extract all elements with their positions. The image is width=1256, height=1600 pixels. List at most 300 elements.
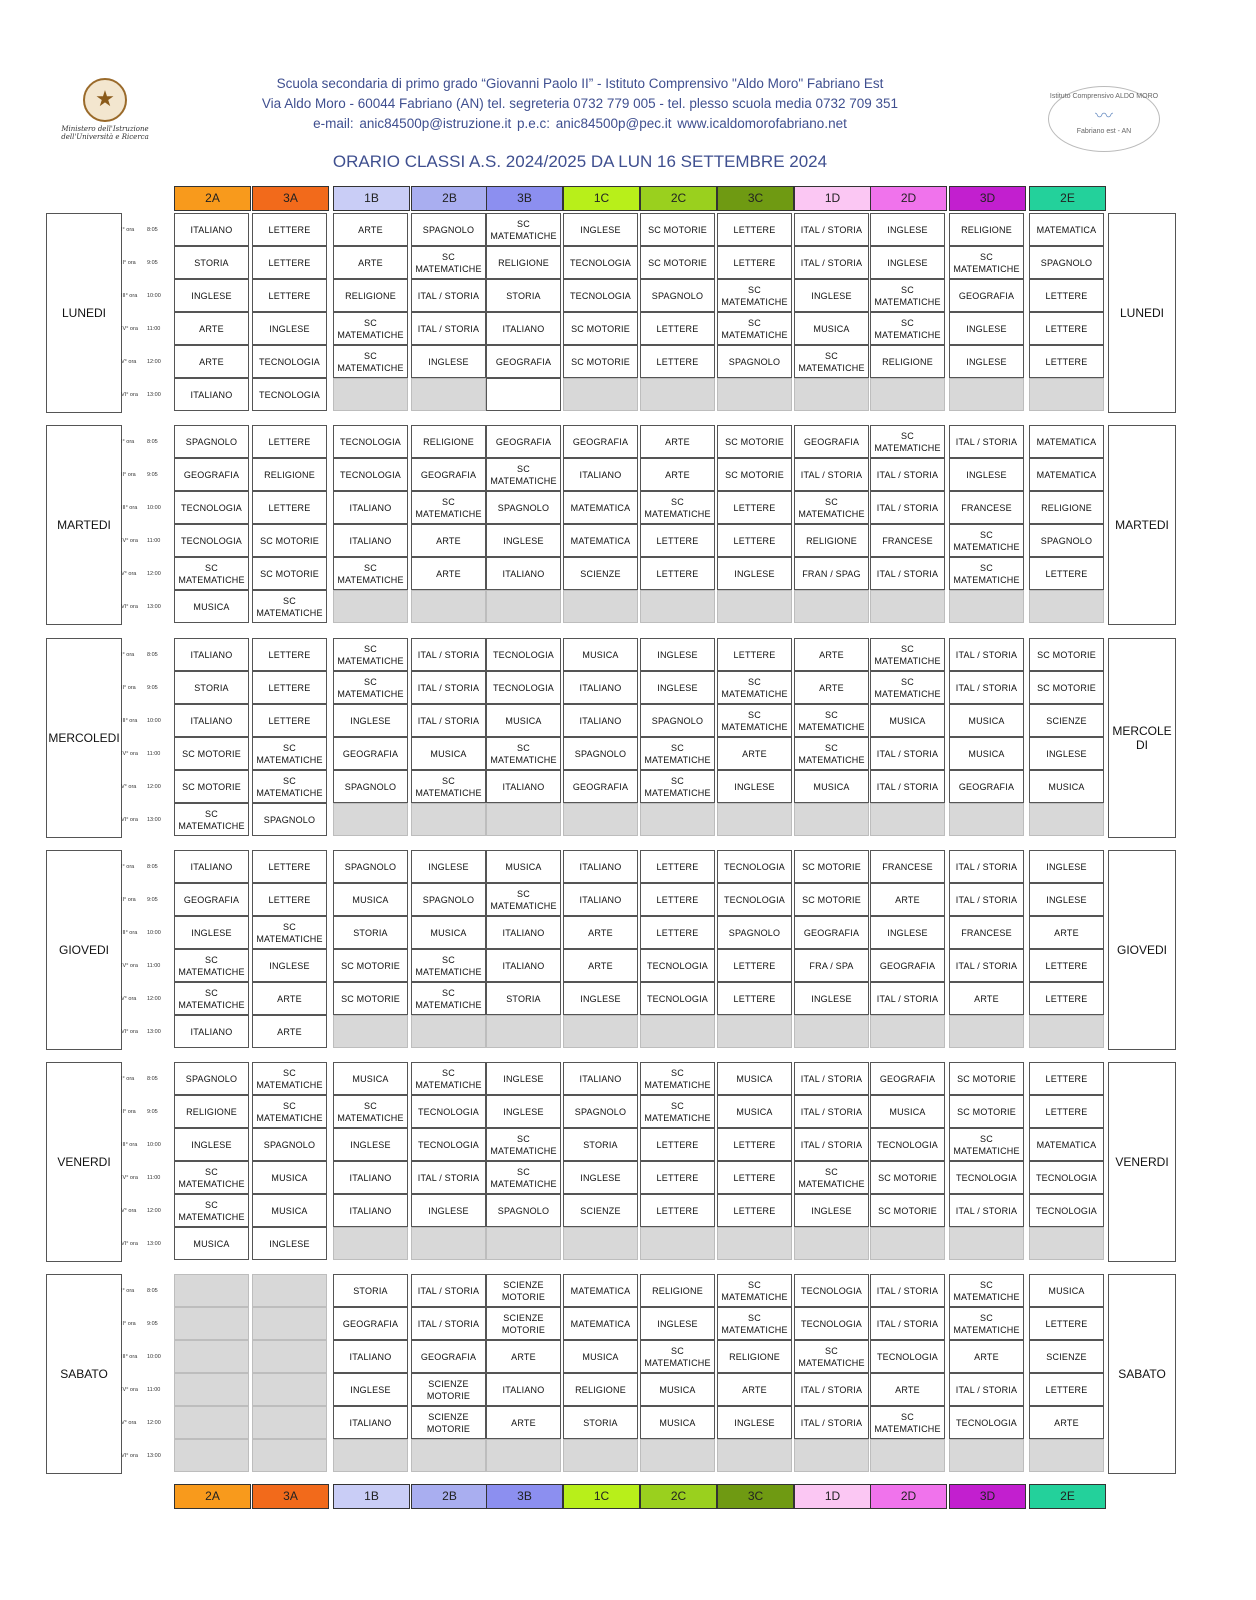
lesson-cell: SC MOTORIE: [252, 524, 327, 557]
lesson-cell: SC MATEMATICHE: [870, 312, 945, 345]
lesson-cell: LETTERE: [640, 1128, 715, 1161]
lesson-cell: GEOGRAFIA: [794, 916, 869, 949]
lesson-cell: STORIA: [174, 246, 249, 279]
lesson-cell: STORIA: [486, 982, 561, 1015]
lesson-cell: LETTERE: [640, 524, 715, 557]
lesson-cell: SPAGNOLO: [1029, 246, 1104, 279]
period-time: 9:05: [147, 1320, 158, 1327]
period-number: II° ora: [121, 1108, 136, 1115]
lesson-cell: ARTE: [486, 1340, 561, 1373]
lesson-cell: TECNOLOGIA: [174, 491, 249, 524]
empty-cell: [486, 1015, 561, 1048]
class-header-1c: 1C: [563, 186, 640, 211]
lesson-cell: ITAL / STORIA: [411, 704, 486, 737]
lesson-cell: ARTE: [794, 671, 869, 704]
lesson-cell: SPAGNOLO: [411, 213, 486, 246]
lesson-cell: TECNOLOGIA: [949, 1161, 1024, 1194]
lesson-cell: SC MATEMATICHE: [252, 1095, 327, 1128]
lesson-cell: LETTERE: [252, 279, 327, 312]
lesson-cell: TECNOLOGIA: [333, 458, 408, 491]
lesson-cell: LETTERE: [717, 1194, 792, 1227]
lesson-cell: SPAGNOLO: [1029, 524, 1104, 557]
empty-cell: [794, 1015, 869, 1048]
lesson-cell: LETTERE: [252, 883, 327, 916]
lesson-cell: SPAGNOLO: [333, 770, 408, 803]
period-time: 9:05: [147, 684, 158, 691]
ministry-logo: [60, 78, 150, 150]
empty-cell: [870, 1227, 945, 1260]
lesson-cell: LETTERE: [640, 1161, 715, 1194]
lesson-cell: TECNOLOGIA: [174, 524, 249, 557]
lesson-cell: ARTE: [252, 982, 327, 1015]
period-time: 12:00: [147, 995, 161, 1002]
lesson-cell: INGLESE: [794, 1194, 869, 1227]
lesson-cell: SC MATEMATICHE: [949, 557, 1024, 590]
lesson-cell: ARTE: [333, 246, 408, 279]
lesson-cell: TECNOLOGIA: [870, 1340, 945, 1373]
lesson-cell: TECNOLOGIA: [870, 1128, 945, 1161]
period-label: [121, 378, 171, 411]
period-label: [121, 312, 171, 345]
period-label: [121, 1307, 171, 1340]
lesson-cell: MATEMATICA: [1029, 1128, 1104, 1161]
period-number: I° ora: [121, 1287, 135, 1294]
period-time: 13:00: [147, 391, 161, 398]
period-time: 10:00: [147, 504, 161, 511]
period-time: 9:05: [147, 1108, 158, 1115]
lesson-cell: ITAL / STORIA: [411, 671, 486, 704]
empty-cell: [174, 1406, 249, 1439]
lesson-cell: SC MOTORIE: [174, 737, 249, 770]
lesson-cell: INGLESE: [174, 1128, 249, 1161]
class-header-1d: 1D: [794, 186, 871, 211]
lesson-cell: ITAL / STORIA: [411, 1307, 486, 1340]
lesson-cell: SPAGNOLO: [563, 1095, 638, 1128]
empty-cell: [1029, 1227, 1104, 1260]
lesson-cell: MUSICA: [411, 916, 486, 949]
seagull-icon: 〰: [1095, 106, 1113, 126]
lesson-cell: ITALIANO: [333, 1161, 408, 1194]
lesson-cell: INGLESE: [794, 982, 869, 1015]
period-time: 8:05: [147, 863, 158, 870]
lesson-cell: MUSICA: [794, 312, 869, 345]
lesson-cell: ARTE: [949, 1340, 1024, 1373]
lesson-cell: MATEMATICA: [1029, 425, 1104, 458]
empty-cell: [870, 378, 945, 411]
lesson-cell: RELIGIONE: [949, 213, 1024, 246]
empty-cell: [949, 1439, 1024, 1472]
lesson-cell: SC MOTORIE: [717, 425, 792, 458]
lesson-cell: LETTERE: [717, 246, 792, 279]
lesson-cell: ITAL / STORIA: [794, 1128, 869, 1161]
lesson-cell: SC MATEMATICHE: [411, 491, 486, 524]
lesson-cell: ARTE: [794, 638, 869, 671]
lesson-cell: SC MATEMATICHE: [486, 883, 561, 916]
school-logo: [1048, 86, 1160, 152]
period-number: V° ora: [121, 570, 137, 577]
lesson-cell: SC MATEMATICHE: [486, 213, 561, 246]
lesson-cell: MUSICA: [333, 1062, 408, 1095]
lesson-cell: ITALIANO: [174, 638, 249, 671]
lesson-cell: SC MATEMATICHE: [411, 770, 486, 803]
lesson-cell: ITAL / STORIA: [870, 1307, 945, 1340]
period-label: [121, 671, 171, 704]
lesson-cell: SC MATEMATICHE: [717, 1274, 792, 1307]
lesson-cell: GEOGRAFIA: [870, 1062, 945, 1095]
empty-cell: [794, 378, 869, 411]
lesson-cell: ITALIANO: [174, 1015, 249, 1048]
empty-cell: [1029, 803, 1104, 836]
lesson-cell: ITAL / STORIA: [411, 1161, 486, 1194]
lesson-cell: ARTE: [563, 916, 638, 949]
day-label-right: LUNEDI: [1108, 213, 1176, 413]
period-number: V° ora: [121, 1207, 137, 1214]
lesson-cell: ITALIANO: [174, 704, 249, 737]
empty-cell: [486, 1227, 561, 1260]
lesson-cell: ITALIANO: [486, 557, 561, 590]
empty-cell: [411, 378, 486, 411]
lesson-cell: SPAGNOLO: [411, 883, 486, 916]
lesson-cell: MUSICA: [870, 1095, 945, 1128]
period-label: [121, 279, 171, 312]
lesson-cell: ITAL / STORIA: [949, 883, 1024, 916]
class-header-3c: 3C: [717, 1484, 794, 1509]
empty-cell: [486, 803, 561, 836]
class-header-2a: 2A: [174, 186, 251, 211]
lesson-cell: ITALIANO: [563, 850, 638, 883]
lesson-cell: SC MATEMATICHE: [174, 1194, 249, 1227]
empty-cell: [1029, 590, 1104, 623]
class-header-1b: 1B: [333, 1484, 410, 1509]
lesson-cell: SPAGNOLO: [252, 803, 327, 836]
period-label: [121, 524, 171, 557]
lesson-cell: SC MATEMATICHE: [794, 737, 869, 770]
lesson-cell: ITAL / STORIA: [794, 1406, 869, 1439]
period-label: [121, 425, 171, 458]
lesson-cell: TECNOLOGIA: [1029, 1161, 1104, 1194]
lesson-cell: LETTERE: [640, 850, 715, 883]
period-time: 11:00: [147, 1386, 161, 1393]
lesson-cell: STORIA: [333, 916, 408, 949]
lesson-cell: SPAGNOLO: [174, 425, 249, 458]
class-header-2b: 2B: [411, 186, 488, 211]
lesson-cell: SC MATEMATICHE: [486, 1161, 561, 1194]
period-number: II° ora: [121, 259, 136, 266]
period-number: I° ora: [121, 226, 135, 233]
lesson-cell: SC MATEMATICHE: [640, 770, 715, 803]
lesson-cell: ITAL / STORIA: [949, 671, 1024, 704]
lesson-cell: INGLESE: [949, 312, 1024, 345]
empty-cell: [717, 803, 792, 836]
lesson-cell: ITAL / STORIA: [870, 770, 945, 803]
empty-cell: [1029, 378, 1104, 411]
lesson-cell: INGLESE: [411, 1194, 486, 1227]
period-label: [121, 1227, 171, 1260]
lesson-cell: SC MATEMATICHE: [870, 1406, 945, 1439]
lesson-cell: MATEMATICA: [1029, 213, 1104, 246]
empty-cell: [563, 1227, 638, 1260]
lesson-cell: ITAL / STORIA: [949, 850, 1024, 883]
lesson-cell: LETTERE: [717, 524, 792, 557]
period-time: 10:00: [147, 292, 161, 299]
lesson-cell: SC MOTORIE: [870, 1161, 945, 1194]
lesson-cell: INGLESE: [411, 345, 486, 378]
lesson-cell: LETTERE: [1029, 1095, 1104, 1128]
lesson-cell: ITAL / STORIA: [794, 1062, 869, 1095]
lesson-cell: GEOGRAFIA: [486, 345, 561, 378]
lesson-cell: GEOGRAFIA: [333, 737, 408, 770]
lesson-cell: INGLESE: [411, 850, 486, 883]
lesson-cell: ARTE: [640, 458, 715, 491]
period-number: VI° ora: [121, 1452, 138, 1459]
lesson-cell: SC MATEMATICHE: [949, 1274, 1024, 1307]
lesson-cell: ITAL / STORIA: [794, 1095, 869, 1128]
lesson-cell: LETTERE: [717, 1161, 792, 1194]
lesson-cell: TECNOLOGIA: [794, 1274, 869, 1307]
lesson-cell: ARTE: [333, 213, 408, 246]
lesson-cell: SC MATEMATICHE: [717, 704, 792, 737]
lesson-cell: RELIGIONE: [252, 458, 327, 491]
empty-cell: [252, 1274, 327, 1307]
period-label: [121, 590, 171, 623]
lesson-cell: LETTERE: [640, 1194, 715, 1227]
day-label-right: MARTEDI: [1108, 425, 1176, 625]
lesson-cell: ITALIANO: [333, 1406, 408, 1439]
class-header-2d: 2D: [870, 186, 947, 211]
school-address: Via Aldo Moro - 60044 Fabriano (AN) tel. segreteria 0732 779 005 - tel. plesso scuola media 0732 709 351: [261, 96, 899, 111]
lesson-cell: SC MATEMATICHE: [794, 345, 869, 378]
lesson-cell: LETTERE: [640, 916, 715, 949]
lesson-cell: FRANCESE: [870, 850, 945, 883]
period-label: [121, 1373, 171, 1406]
lesson-cell: ARTE: [563, 949, 638, 982]
empty-cell: [949, 1227, 1024, 1260]
empty-cell: [949, 803, 1024, 836]
period-number: V° ora: [121, 995, 137, 1002]
lesson-cell: SC MOTORIE: [563, 345, 638, 378]
lesson-cell: STORIA: [563, 1406, 638, 1439]
class-header-1b: 1B: [333, 186, 410, 211]
lesson-cell: SC MOTORIE: [333, 949, 408, 982]
empty-cell: [174, 1439, 249, 1472]
period-number: I° ora: [121, 863, 135, 870]
lesson-cell: ARTE: [717, 1373, 792, 1406]
class-header-3b: 3B: [486, 1484, 563, 1509]
lesson-cell: GEOGRAFIA: [174, 458, 249, 491]
lesson-cell: TECNOLOGIA: [717, 850, 792, 883]
period-time: 10:00: [147, 717, 161, 724]
empty-cell: [640, 378, 715, 411]
lesson-cell: MUSICA: [333, 883, 408, 916]
lesson-cell: ITAL / STORIA: [870, 737, 945, 770]
lesson-cell: ITALIANO: [333, 1194, 408, 1227]
ministry-name: Ministero dell'Istruzione dell'Università e Ricerca: [61, 125, 149, 141]
lesson-cell: MUSICA: [870, 704, 945, 737]
lesson-cell: SC MATEMATICHE: [333, 557, 408, 590]
lesson-cell: INGLESE: [1029, 737, 1104, 770]
lesson-cell: SC MATEMATICHE: [486, 737, 561, 770]
lesson-cell: SC MATEMATICHE: [174, 803, 249, 836]
lesson-cell: SC MATEMATICHE: [794, 1340, 869, 1373]
lesson-cell: ITALIANO: [333, 491, 408, 524]
empty-cell: [717, 590, 792, 623]
lesson-cell: ITAL / STORIA: [411, 1274, 486, 1307]
empty-cell: [411, 803, 486, 836]
lesson-cell: SC MATEMATICHE: [870, 279, 945, 312]
lesson-cell: MUSICA: [794, 770, 869, 803]
lesson-cell: SC MATEMATICHE: [252, 916, 327, 949]
lesson-cell: ITALIANO: [563, 704, 638, 737]
lesson-cell: SC MOTORIE: [949, 1095, 1024, 1128]
lesson-cell: ITALIANO: [174, 378, 249, 411]
empty-cell: [333, 590, 408, 623]
lesson-cell: RELIGIONE: [563, 1373, 638, 1406]
lesson-cell: SC MATEMATICHE: [949, 524, 1024, 557]
lesson-cell: SPAGNOLO: [717, 916, 792, 949]
page-header: [0, 0, 1256, 180]
lesson-cell: MATEMATICA: [563, 1274, 638, 1307]
class-header-2e: 2E: [1029, 1484, 1106, 1509]
period-number: IV° ora: [121, 750, 138, 757]
lesson-cell: SCIENZE: [563, 557, 638, 590]
lesson-cell: INGLESE: [870, 213, 945, 246]
lesson-cell: LETTERE: [1029, 949, 1104, 982]
lesson-cell: RELIGIONE: [333, 279, 408, 312]
lesson-cell: INGLESE: [949, 345, 1024, 378]
lesson-cell: INGLESE: [333, 704, 408, 737]
lesson-cell: GEOGRAFIA: [794, 425, 869, 458]
empty-cell: [870, 1015, 945, 1048]
lesson-cell: ITAL / STORIA: [794, 213, 869, 246]
lesson-cell: MUSICA: [486, 850, 561, 883]
lesson-cell: SC MATEMATICHE: [174, 557, 249, 590]
empty-cell: [563, 1439, 638, 1472]
period-time: 8:05: [147, 226, 158, 233]
lesson-cell: MUSICA: [1029, 770, 1104, 803]
empty-cell: [1029, 1439, 1104, 1472]
period-label: [121, 1095, 171, 1128]
period-time: 8:05: [147, 1287, 158, 1294]
lesson-cell: GEOGRAFIA: [949, 279, 1024, 312]
lesson-cell: SC MATEMATICHE: [870, 425, 945, 458]
lesson-cell: MUSICA: [640, 1373, 715, 1406]
day-label-right: MERCOLE DI: [1108, 638, 1176, 838]
lesson-cell: GEOGRAFIA: [870, 949, 945, 982]
lesson-cell: SC MATEMATICHE: [486, 1128, 561, 1161]
class-header-2d: 2D: [870, 1484, 947, 1509]
empty-cell: [794, 590, 869, 623]
period-number: II° ora: [121, 1320, 136, 1327]
lesson-cell: SPAGNOLO: [333, 850, 408, 883]
period-label: [121, 1194, 171, 1227]
lesson-cell: SC MATEMATICHE: [174, 949, 249, 982]
lesson-cell: INGLESE: [563, 213, 638, 246]
lesson-cell: ITALIANO: [333, 1340, 408, 1373]
period-time: 11:00: [147, 1174, 161, 1181]
empty-cell: [252, 1373, 327, 1406]
lesson-cell: INGLESE: [486, 524, 561, 557]
lesson-cell: SPAGNOLO: [174, 1062, 249, 1095]
lesson-cell: LETTERE: [717, 1128, 792, 1161]
lesson-cell: ITALIANO: [333, 524, 408, 557]
class-header-3b: 3B: [486, 186, 563, 211]
lesson-cell: INGLESE: [333, 1128, 408, 1161]
lesson-cell: SCIENZE MOTORIE: [411, 1373, 486, 1406]
period-time: 12:00: [147, 783, 161, 790]
lesson-cell: ITALIANO: [486, 1373, 561, 1406]
lesson-cell: SC MATEMATICHE: [870, 671, 945, 704]
lesson-cell: MATEMATICA: [563, 491, 638, 524]
empty-cell: [870, 803, 945, 836]
lesson-cell: SC MOTORIE: [640, 246, 715, 279]
lesson-cell: TECNOLOGIA: [717, 883, 792, 916]
empty-cell: [563, 803, 638, 836]
lesson-cell: INGLESE: [563, 1161, 638, 1194]
period-number: III° ora: [121, 504, 138, 511]
lesson-cell: RELIGIONE: [174, 1095, 249, 1128]
lesson-cell: LETTERE: [1029, 557, 1104, 590]
lesson-cell: ARTE: [1029, 1406, 1104, 1439]
lesson-cell: ARTE: [949, 982, 1024, 1015]
period-time: 12:00: [147, 358, 161, 365]
lesson-cell: RELIGIONE: [411, 425, 486, 458]
lesson-cell: LETTERE: [252, 213, 327, 246]
lesson-cell: SC MATEMATICHE: [870, 638, 945, 671]
lesson-cell: MUSICA: [1029, 1274, 1104, 1307]
lesson-cell: ARTE: [1029, 916, 1104, 949]
lesson-cell: ITAL / STORIA: [949, 949, 1024, 982]
lesson-cell: TECNOLOGIA: [640, 949, 715, 982]
class-header-2c: 2C: [640, 1484, 717, 1509]
lesson-cell: RELIGIONE: [794, 524, 869, 557]
period-number: III° ora: [121, 929, 138, 936]
lesson-cell: GEOGRAFIA: [174, 883, 249, 916]
lesson-cell: MUSICA: [252, 1161, 327, 1194]
lesson-cell: SPAGNOLO: [640, 279, 715, 312]
period-number: II° ora: [121, 684, 136, 691]
empty-cell: [640, 590, 715, 623]
lesson-cell: INGLESE: [640, 1307, 715, 1340]
lesson-cell: RELIGIONE: [1029, 491, 1104, 524]
lesson-cell: GEOGRAFIA: [411, 1340, 486, 1373]
lesson-cell: INGLESE: [252, 312, 327, 345]
school-name: Scuola secondaria di primo grado “Giovanni Paolo II” - Istituto Comprensivo "Aldo Moro" Fabriano Est: [276, 76, 884, 91]
lesson-cell: LETTERE: [252, 425, 327, 458]
lesson-cell: INGLESE: [1029, 883, 1104, 916]
lesson-cell: GEOGRAFIA: [333, 1307, 408, 1340]
lesson-cell: SPAGNOLO: [640, 704, 715, 737]
period-label: [121, 213, 171, 246]
empty-cell: [870, 590, 945, 623]
class-header-1d: 1D: [794, 1484, 871, 1509]
lesson-cell: LETTERE: [640, 345, 715, 378]
period-label: [121, 345, 171, 378]
lesson-cell: SPAGNOLO: [252, 1128, 327, 1161]
lesson-cell: ITAL / STORIA: [870, 557, 945, 590]
lesson-cell: STORIA: [486, 279, 561, 312]
lesson-cell: INGLESE: [1029, 850, 1104, 883]
period-label: [121, 982, 171, 1015]
lesson-cell: TECNOLOGIA: [1029, 1194, 1104, 1227]
lesson-cell: SC MATEMATICHE: [174, 982, 249, 1015]
lesson-cell: SC MATEMATICHE: [174, 1161, 249, 1194]
lesson-cell: LETTERE: [640, 883, 715, 916]
lesson-cell: TECNOLOGIA: [640, 982, 715, 1015]
period-label: [121, 850, 171, 883]
lesson-cell: ITAL / STORIA: [870, 491, 945, 524]
lesson-cell: SC MATEMATICHE: [717, 279, 792, 312]
lesson-cell: LETTERE: [717, 213, 792, 246]
